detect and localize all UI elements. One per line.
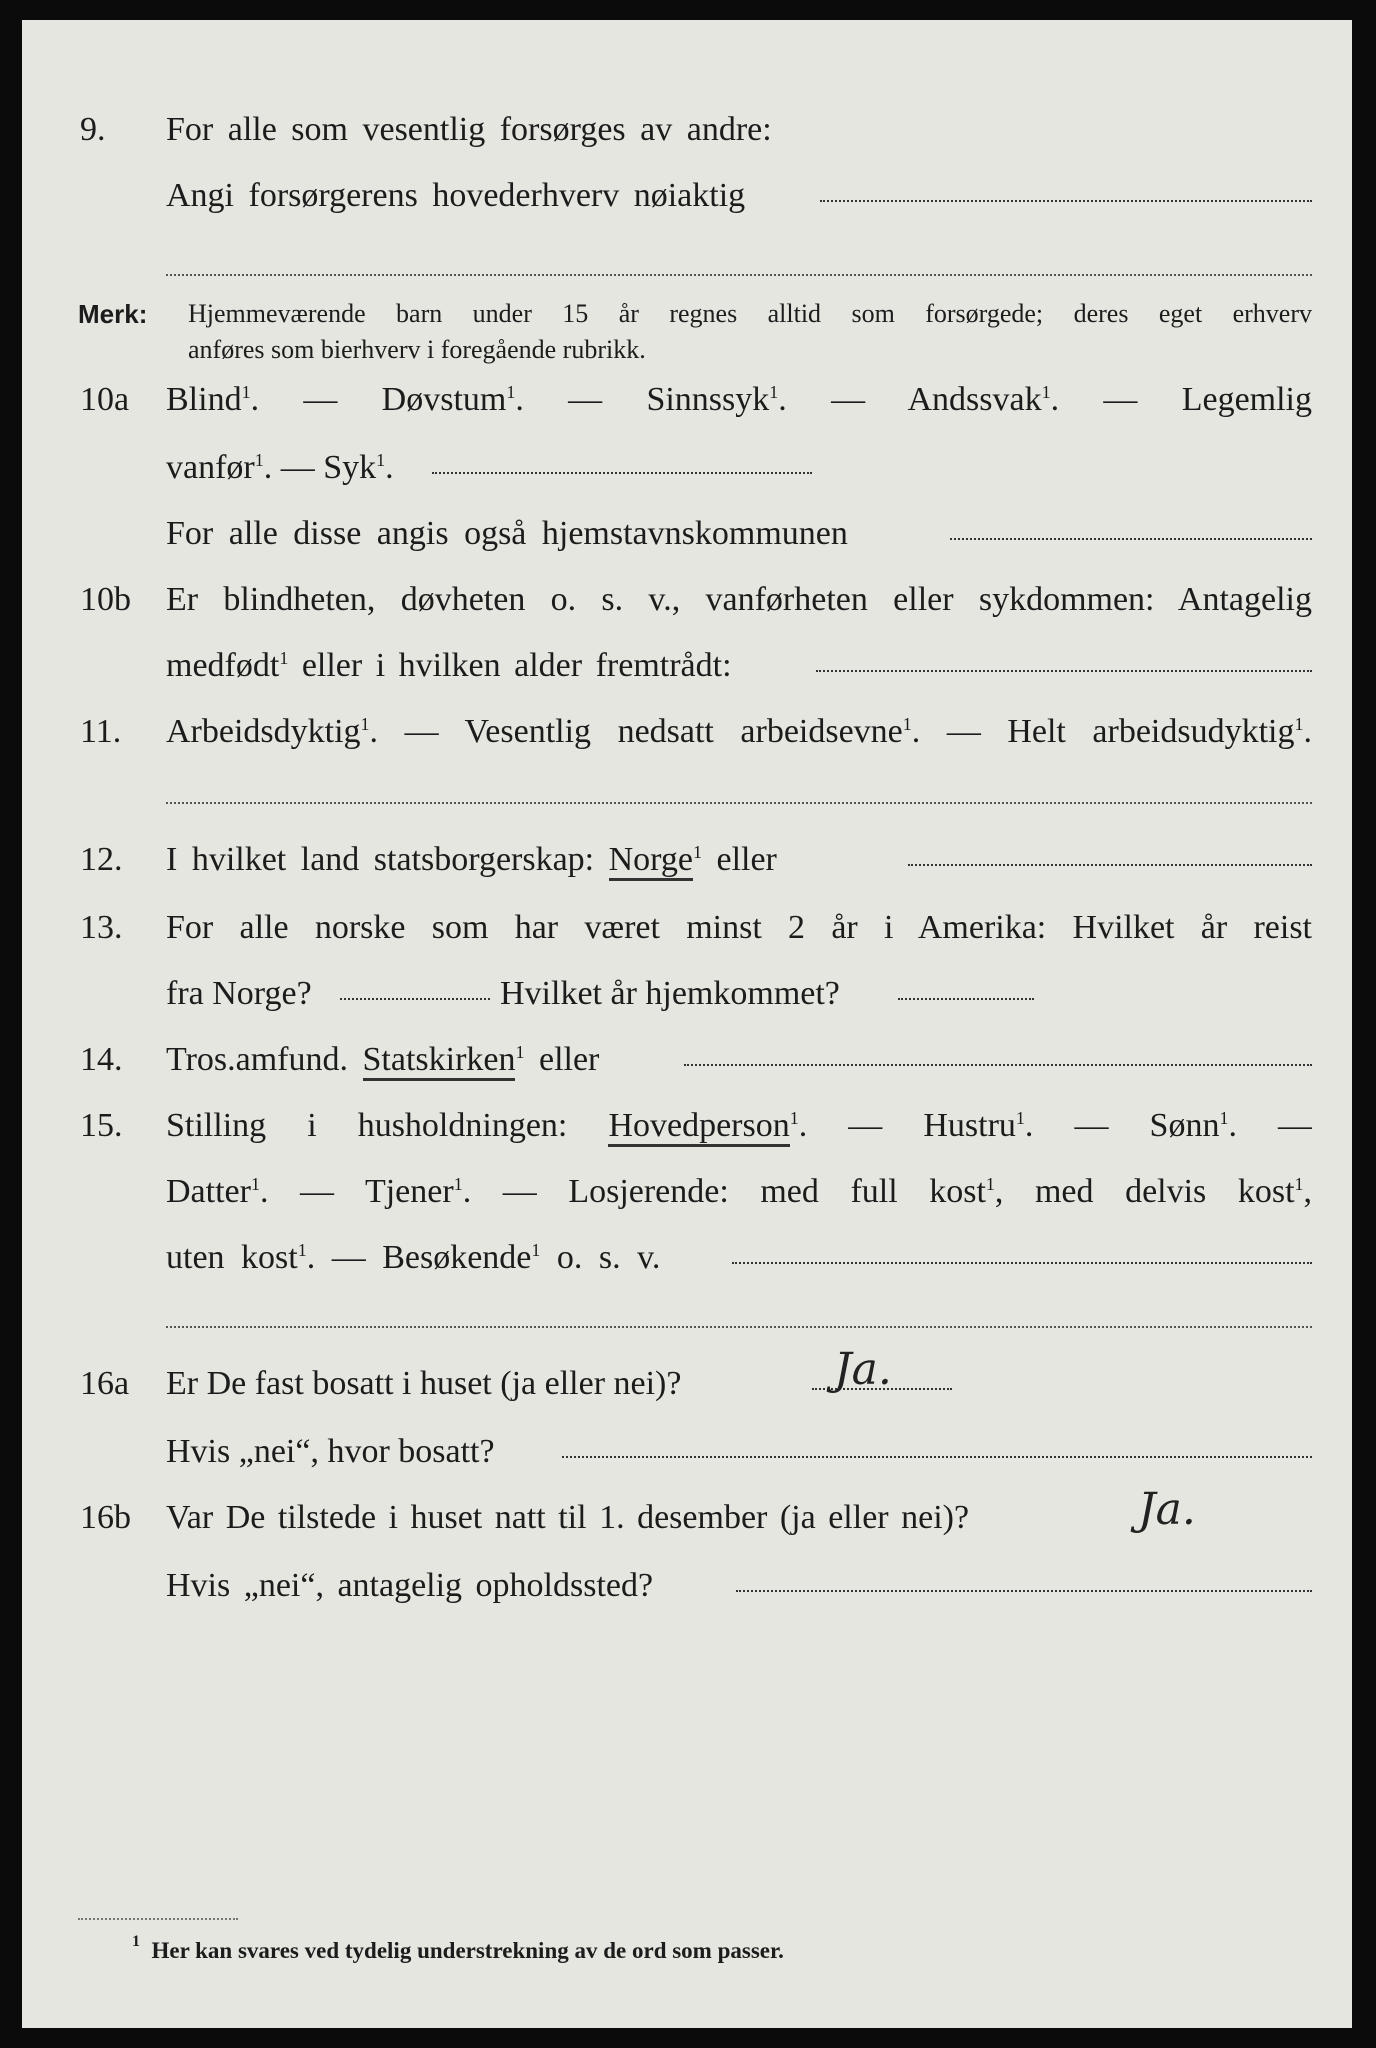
option-delvis-kost[interactable]: med delvis kost$^1$, xyxy=(1034,1173,1312,1210)
census-form-page xyxy=(22,20,1352,2028)
q10b-question: Er blindheten, døvheten o. s. v., vanførheten eller sykdommen: Antagelig xyxy=(166,581,1312,618)
q13-hjem-label: Hvilket år hjemkommet? xyxy=(500,975,840,1012)
option-andssvak[interactable]: Andssvak$^1$. xyxy=(907,381,1060,418)
footnote: $^1$ Her kan svares ved tydelig understrekning av de ord som passer. xyxy=(132,1933,784,1963)
option-arbeidsdyktig[interactable]: Arbeidsdyktig$^1$. xyxy=(166,713,379,750)
q16b-question: Var De tilstede i huset natt til 1. desember (ja eller nei)? xyxy=(166,1499,970,1536)
q11-row xyxy=(22,704,1352,760)
option-statskirken[interactable]: Statskirken xyxy=(363,1041,516,1081)
q10a-line2: vanfør$^1$. — Syk$^1$. xyxy=(166,449,394,486)
q16a-row1 xyxy=(22,1344,1352,1412)
q14-row xyxy=(22,1032,1352,1088)
q9-question: For alle som vesentlig forsørges av andre: xyxy=(166,111,772,148)
option-legemlig[interactable]: Legemlig xyxy=(1181,381,1312,418)
q16a-question: Er De fast bosatt i huset (ja eller nei)? xyxy=(166,1365,682,1402)
q15-row2 xyxy=(22,1164,1352,1220)
q16b-row1 xyxy=(22,1484,1352,1546)
q16a-row2 xyxy=(22,1424,1352,1480)
q10a-row2 xyxy=(22,440,1352,496)
q12-question: I hvilket land statsborgerskap: Norge$^1$ eller xyxy=(166,832,777,888)
q10a-row3 xyxy=(22,506,1352,562)
q16b-opholdssted-line[interactable] xyxy=(736,1590,1312,1592)
option-norge[interactable]: Norge xyxy=(609,841,693,881)
q10b-row1 xyxy=(22,572,1352,628)
q10b-answer-line[interactable] xyxy=(816,670,1312,672)
q10a-row1 xyxy=(22,372,1352,428)
option-hovedperson[interactable]: Hovedperson xyxy=(608,1107,789,1147)
q14-answer-line[interactable] xyxy=(684,1064,1312,1066)
option-hustru[interactable]: Hustru$^1$. xyxy=(923,1107,1034,1144)
q9-number: 9. xyxy=(80,111,106,148)
option-tjener[interactable]: Tjener$^1$. xyxy=(364,1173,472,1210)
q16a-bosatt-line[interactable] xyxy=(562,1456,1312,1458)
q14-question: Tros.amfund. Statskirken$^1$ eller xyxy=(166,1032,599,1088)
q16a-number: 16a xyxy=(80,1365,130,1402)
q13-row1 xyxy=(22,900,1352,956)
q16b-handwritten-answer: Ja. xyxy=(1138,1484,1196,1535)
q9-separator xyxy=(166,274,1312,276)
q10b-line2: medfødt$^1$ eller i hvilken alder fremtrådt: xyxy=(166,647,732,684)
q12-row xyxy=(22,832,1352,888)
q14-number: 14. xyxy=(80,1041,123,1078)
option-medfodt[interactable]: medfødt$^1$ xyxy=(166,647,289,684)
note-line2: anføres som bierhverv i foregående rubrikk. xyxy=(188,335,646,364)
option-besokende[interactable]: Besøkende$^1$ xyxy=(382,1239,541,1276)
q10a-syk-line[interactable] xyxy=(432,472,812,474)
q13-row2 xyxy=(22,966,1352,1022)
option-nedsatt[interactable]: Vesentlig nedsatt arbeidsevne$^1$. xyxy=(464,713,921,750)
q16a-subquestion: Hvis „nei“, hvor bosatt? xyxy=(166,1433,495,1470)
footnote-rule xyxy=(78,1918,238,1920)
note-label: Merk: xyxy=(78,299,148,329)
note-text xyxy=(188,296,1312,368)
q15-answer-line[interactable] xyxy=(732,1262,1312,1264)
q13-reist-label: fra Norge? xyxy=(166,975,312,1012)
q15-row1 xyxy=(22,1098,1352,1154)
q11-separator xyxy=(166,802,1312,804)
q10b-row2 xyxy=(22,638,1352,694)
option-vanfor[interactable]: vanfør$^1$. xyxy=(166,449,273,486)
q9-row1 xyxy=(22,102,1352,158)
q10a-options: Blind$^1$. — Døvstum$^1$. — Sinnssyk$^1$. — Andssvak$^1$. — Legemlig xyxy=(166,381,1312,418)
option-syk[interactable]: Syk$^1$. xyxy=(323,449,394,486)
q10a-line3: For alle disse angis også hjemstavnskommunen xyxy=(166,515,848,552)
option-blind[interactable]: Blind$^1$. xyxy=(166,381,260,418)
q15-line1: Stilling i husholdningen: Hovedperson$^1$. — Hustru$^1$. — Sønn$^1$. — xyxy=(166,1098,1312,1154)
q15-line2: Datter$^1$. — Tjener$^1$. — Losjerende: med full kost$^1$, med delvis kost$^1$, xyxy=(166,1173,1312,1210)
q11-number: 11. xyxy=(80,713,122,750)
q11-options: Arbeidsdyktig$^1$. — Vesentlig nedsatt arbeidsevne$^1$. — Helt arbeidsudyktig$^1$. xyxy=(166,713,1312,750)
q16b-number: 16b xyxy=(80,1499,131,1536)
q15-row3 xyxy=(22,1230,1352,1286)
q13-number: 13. xyxy=(80,909,123,946)
q10a-number: 10a xyxy=(80,381,130,418)
q15-separator xyxy=(166,1326,1312,1328)
q13-question: For alle norske som har været minst 2 år i Amerika: Hvilket år reist xyxy=(166,909,1312,946)
q16b-subquestion: Hvis „nei“, antagelig opholdssted? xyxy=(166,1567,654,1604)
q16a-handwritten-answer: Ja. xyxy=(834,1344,892,1395)
option-udyktig[interactable]: Helt arbeidsudyktig$^1$. xyxy=(1007,713,1312,750)
q9-answer-line[interactable] xyxy=(820,200,1312,202)
option-sonn[interactable]: Sønn$^1$. xyxy=(1149,1107,1237,1144)
q15-number: 15. xyxy=(80,1107,123,1144)
q13-hjem-line[interactable] xyxy=(898,998,1034,1000)
option-dovstum[interactable]: Døvstum$^1$. xyxy=(381,381,524,418)
q10a-kommune-line[interactable] xyxy=(950,538,1312,540)
option-full-kost[interactable]: Losjerende: med full kost$^1$, xyxy=(568,1173,1004,1210)
q9-row2 xyxy=(22,168,1352,224)
q16b-row2 xyxy=(22,1558,1352,1614)
option-uten-kost[interactable]: uten kost$^1$. xyxy=(166,1239,316,1276)
q15-line3: uten kost$^1$. — Besøkende$^1$ o. s. v. xyxy=(166,1239,661,1276)
q9-subquestion: Angi forsørgerens hovederhverv nøiaktig xyxy=(166,177,746,214)
option-datter[interactable]: Datter$^1$. xyxy=(166,1173,269,1210)
q12-answer-line[interactable] xyxy=(908,864,1312,866)
note-line1: Hjemmeværende barn under 15 år regnes alltid som forsørgede; deres eget erhverv xyxy=(188,299,1312,328)
q13-reist-line[interactable] xyxy=(340,998,490,1000)
q12-number: 12. xyxy=(80,841,123,878)
option-sinnssyk[interactable]: Sinnssyk$^1$. xyxy=(646,381,787,418)
q10b-number: 10b xyxy=(80,581,131,618)
